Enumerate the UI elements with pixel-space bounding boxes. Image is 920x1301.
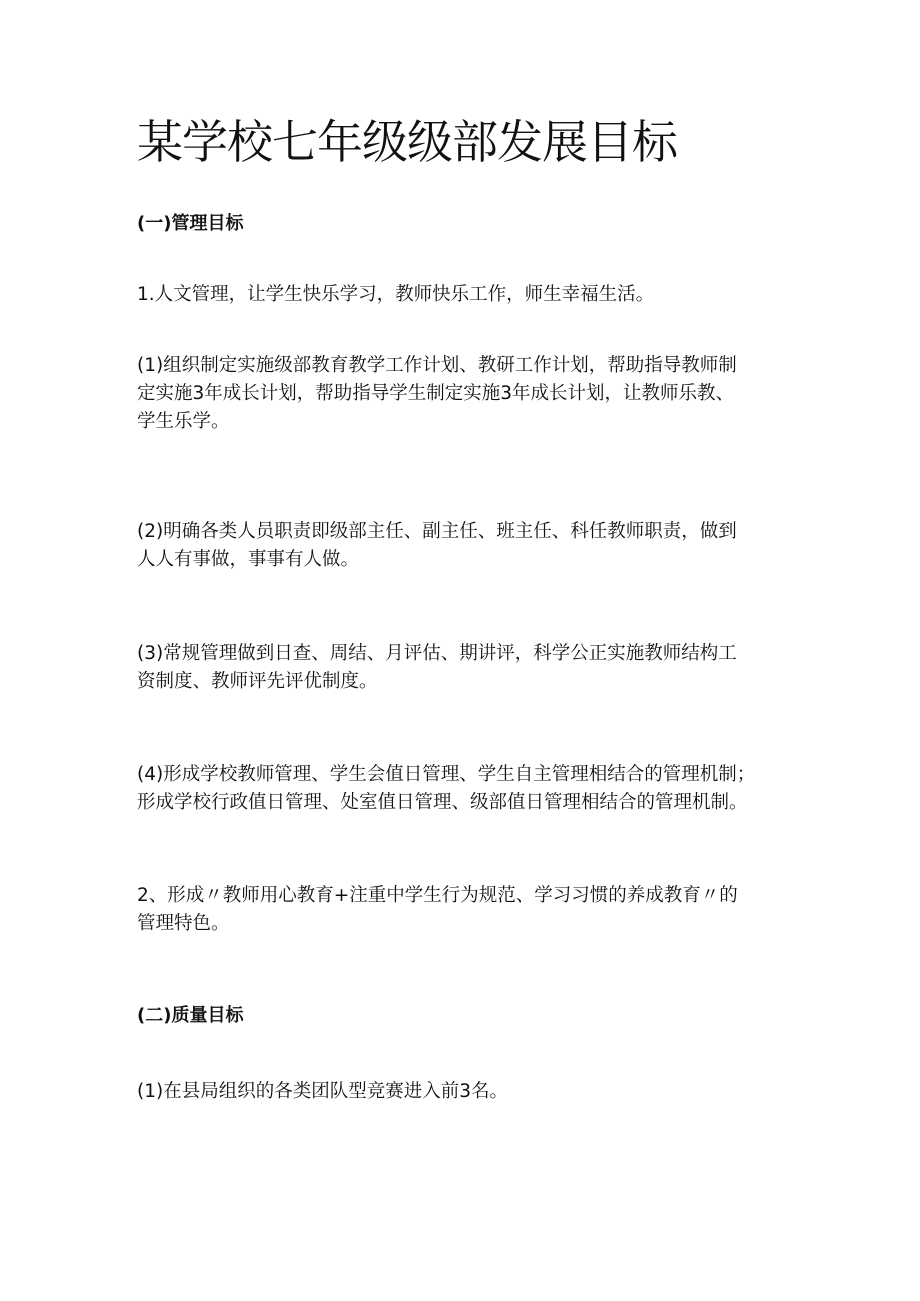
paragraph-routine-management xyxy=(137,640,797,724)
paragraph-line: (1)组织制定实施级部教育教学工作计划、教研工作计划，帮助指导教师制 xyxy=(137,355,737,376)
document-title: 某学校七年级级部发展目标 xyxy=(137,115,677,169)
paragraph-line: (4)形成学校教师管理、学生会值日管理、学生自主管理相结合的管理机制； xyxy=(137,764,756,785)
paragraph-line: 2、形成〃教师用心教育+注重中学生行为规范、学习习惯的养成教育〃的 xyxy=(137,885,738,906)
paragraph-line: (3)常规管理做到日查、周结、月评估、期讲评，科学公正实施教师结构工 xyxy=(137,643,737,664)
paragraph-line: 定实施3年成长计划，帮助指导学生制定实施3年成长计划，让教师乐教、 xyxy=(137,383,735,404)
paragraph-line: (2)明确各类人员职责即级部主任、副主任、班主任、科任教师职责，做到 xyxy=(137,521,737,542)
paragraph-line: 人人有事做，事事有人做。 xyxy=(137,549,360,570)
paragraph-line: 形成学校行政值日管理、处室值日管理、级部值日管理相结合的管理机制。 xyxy=(137,792,748,813)
paragraph-line: 资制度、教师评先评优制度。 xyxy=(137,671,378,692)
item-management-feature xyxy=(137,882,797,966)
paragraph-line: 学生乐学。 xyxy=(137,411,230,432)
paragraph-plan xyxy=(137,352,797,464)
item-competition-goal: (1)在县局组织的各类团队型竞赛进入前3名。 xyxy=(137,1081,508,1102)
item-humanistic-management: 1.人文管理，让学生快乐学习，教师快乐工作，师生幸福生活。 xyxy=(137,284,655,305)
section-heading-quality: (二)质量目标 xyxy=(137,1005,244,1026)
section-heading-management: (一)管理目标 xyxy=(137,213,244,234)
paragraph-line: 管理特色。 xyxy=(137,913,230,934)
paragraph-responsibilities xyxy=(137,518,797,602)
paragraph-mechanism xyxy=(137,761,797,845)
